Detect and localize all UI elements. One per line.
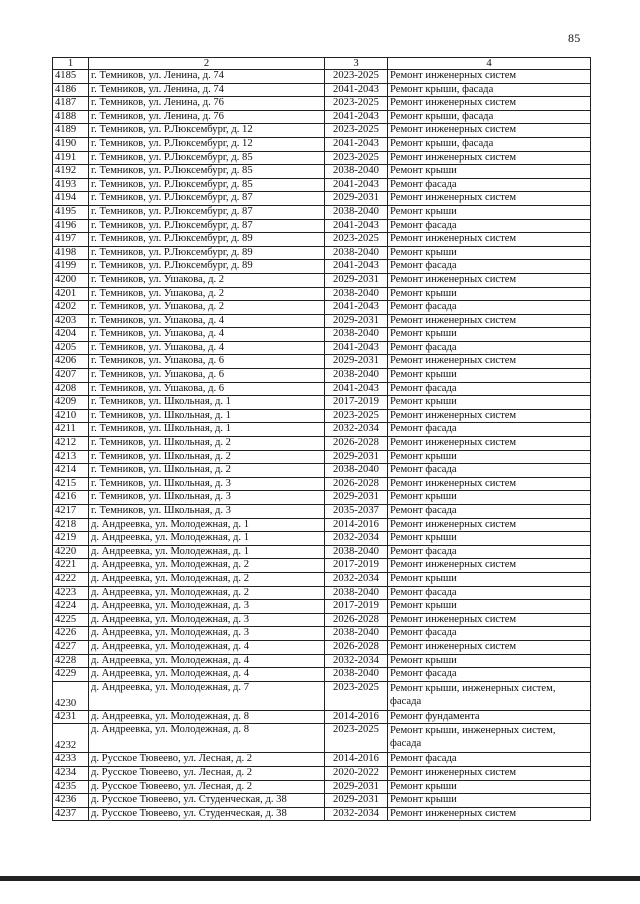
- address-cell: г. Темников, ул. Р.Люксембург, д. 12: [89, 137, 325, 151]
- row-number: 4215: [53, 477, 89, 491]
- page-bottom-border: [0, 876, 640, 881]
- work-type-cell: Ремонт инженерных систем: [388, 314, 591, 328]
- address-cell: г. Темников, ул. Ушакова, д. 6: [89, 382, 325, 396]
- address-cell: д. Андреевка, ул. Молодежная, д. 1: [89, 532, 325, 546]
- work-type-cell: Ремонт крыши: [388, 369, 591, 383]
- period-cell: 2014-2016: [325, 518, 388, 532]
- row-number: 4237: [53, 807, 89, 821]
- period-cell: 2029-2031: [325, 450, 388, 464]
- work-type-cell: Ремонт крыши: [388, 328, 591, 342]
- address-cell: г. Темников, ул. Р.Люксембург, д. 89: [89, 260, 325, 274]
- table-row: [53, 586, 591, 600]
- period-cell: 2038-2040: [325, 205, 388, 219]
- table-body: [53, 70, 591, 821]
- address-cell: д. Андреевка, ул. Молодежная, д. 4: [89, 640, 325, 654]
- row-number: 4211: [53, 423, 89, 437]
- address-cell: д. Андреевка, ул. Молодежная, д. 3: [89, 600, 325, 614]
- row-number: 4227: [53, 640, 89, 654]
- period-cell: 2029-2031: [325, 491, 388, 505]
- row-number: 4193: [53, 178, 89, 192]
- work-type-cell: Ремонт фасада: [388, 545, 591, 559]
- row-number: 4196: [53, 219, 89, 233]
- address-cell: д. Андреевка, ул. Молодежная, д. 7: [89, 681, 325, 710]
- table-row: [53, 794, 591, 808]
- row-number: 4197: [53, 233, 89, 247]
- address-cell: г. Темников, ул. Ушакова, д. 4: [89, 314, 325, 328]
- address-cell: г. Темников, ул. Р.Люксембург, д. 85: [89, 178, 325, 192]
- address-cell: д. Андреевка, ул. Молодежная, д. 2: [89, 586, 325, 600]
- period-cell: 2029-2031: [325, 273, 388, 287]
- table-row: [53, 766, 591, 780]
- period-cell: 2041-2043: [325, 260, 388, 274]
- work-type-cell: Ремонт крыши: [388, 794, 591, 808]
- period-cell: 2041-2043: [325, 382, 388, 396]
- table-row: [53, 314, 591, 328]
- period-cell: 2038-2040: [325, 165, 388, 179]
- address-cell: г. Темников, ул. Школьная, д. 2: [89, 464, 325, 478]
- row-number: 4232: [53, 724, 89, 753]
- address-cell: г. Темников, ул. Школьная, д. 1: [89, 396, 325, 410]
- table-row: [53, 600, 591, 614]
- row-number: 4224: [53, 600, 89, 614]
- period-cell: 2032-2034: [325, 807, 388, 821]
- table-row: [53, 423, 591, 437]
- address-cell: г. Темников, ул. Школьная, д. 3: [89, 477, 325, 491]
- work-type-cell: Ремонт инженерных систем: [388, 97, 591, 111]
- period-cell: 2032-2034: [325, 572, 388, 586]
- row-number: 4226: [53, 627, 89, 641]
- address-cell: д. Русское Тювеево, ул. Студенческая, д. 38: [89, 807, 325, 821]
- work-type-cell: Ремонт крыши, инженерных систем, фасада: [388, 724, 591, 753]
- row-number: 4223: [53, 586, 89, 600]
- period-cell: 2038-2040: [325, 627, 388, 641]
- work-type-cell: Ремонт инженерных систем: [388, 766, 591, 780]
- work-type-cell: Ремонт фасада: [388, 341, 591, 355]
- table-row: [53, 518, 591, 532]
- period-cell: 2038-2040: [325, 328, 388, 342]
- table-row: [53, 491, 591, 505]
- row-number: 4217: [53, 505, 89, 519]
- row-number: 4228: [53, 654, 89, 668]
- table-row: [53, 301, 591, 315]
- address-cell: г. Темников, ул. Ушакова, д. 4: [89, 328, 325, 342]
- table-row: [53, 409, 591, 423]
- table-row: [53, 137, 591, 151]
- period-cell: 2032-2034: [325, 654, 388, 668]
- period-cell: 2026-2028: [325, 613, 388, 627]
- row-number: 4210: [53, 409, 89, 423]
- period-cell: 2041-2043: [325, 83, 388, 97]
- table-row: [53, 464, 591, 478]
- address-cell: д. Андреевка, ул. Молодежная, д. 8: [89, 710, 325, 724]
- work-type-cell: Ремонт инженерных систем: [388, 477, 591, 491]
- address-cell: д. Андреевка, ул. Молодежная, д. 8: [89, 724, 325, 753]
- table-row: [53, 477, 591, 491]
- period-cell: 2038-2040: [325, 545, 388, 559]
- address-cell: г. Темников, ул. Школьная, д. 2: [89, 450, 325, 464]
- row-number: 4218: [53, 518, 89, 532]
- address-cell: г. Темников, ул. Школьная, д. 1: [89, 423, 325, 437]
- address-cell: г. Темников, ул. Школьная, д. 3: [89, 505, 325, 519]
- address-cell: д. Андреевка, ул. Молодежная, д. 2: [89, 572, 325, 586]
- work-type-cell: Ремонт инженерных систем: [388, 233, 591, 247]
- work-type-cell: Ремонт крыши: [388, 165, 591, 179]
- row-number: 4230: [53, 681, 89, 710]
- period-cell: 2023-2025: [325, 124, 388, 138]
- row-number: 4222: [53, 572, 89, 586]
- period-cell: 2041-2043: [325, 178, 388, 192]
- address-cell: г. Темников, ул. Р.Люксембург, д. 85: [89, 165, 325, 179]
- work-type-cell: Ремонт фасада: [388, 382, 591, 396]
- period-cell: 2035-2037: [325, 505, 388, 519]
- address-cell: д. Русское Тювеево, ул. Лесная, д. 2: [89, 753, 325, 767]
- work-type-cell: Ремонт фасада: [388, 260, 591, 274]
- period-cell: 2026-2028: [325, 640, 388, 654]
- row-number: 4204: [53, 328, 89, 342]
- table-row: [53, 355, 591, 369]
- address-cell: д. Андреевка, ул. Молодежная, д. 1: [89, 545, 325, 559]
- address-cell: г. Темников, ул. Р.Люксембург, д. 87: [89, 205, 325, 219]
- period-cell: 2029-2031: [325, 355, 388, 369]
- address-cell: д. Русское Тювеево, ул. Студенческая, д. 38: [89, 794, 325, 808]
- row-number: 4207: [53, 369, 89, 383]
- table-row: [53, 724, 591, 753]
- address-cell: д. Андреевка, ул. Молодежная, д. 3: [89, 613, 325, 627]
- address-cell: г. Темников, ул. Р.Люксембург, д. 89: [89, 233, 325, 247]
- work-type-cell: Ремонт крыши: [388, 246, 591, 260]
- period-cell: 2041-2043: [325, 219, 388, 233]
- address-cell: г. Темников, ул. Ушакова, д. 2: [89, 273, 325, 287]
- row-number: 4209: [53, 396, 89, 410]
- work-type-cell: Ремонт крыши, инженерных систем, фасада: [388, 681, 591, 710]
- period-cell: 2038-2040: [325, 668, 388, 682]
- period-cell: 2014-2016: [325, 710, 388, 724]
- work-type-cell: Ремонт фасада: [388, 627, 591, 641]
- work-type-cell: Ремонт крыши: [388, 450, 591, 464]
- work-type-cell: Ремонт крыши, фасада: [388, 83, 591, 97]
- work-type-cell: Ремонт крыши, фасада: [388, 137, 591, 151]
- address-cell: г. Темников, ул. Р.Люксембург, д. 89: [89, 246, 325, 260]
- address-cell: д. Русское Тювеево, ул. Лесная, д. 2: [89, 766, 325, 780]
- table-row: [53, 505, 591, 519]
- period-cell: 2023-2025: [325, 409, 388, 423]
- address-cell: д. Андреевка, ул. Молодежная, д. 2: [89, 559, 325, 573]
- address-cell: г. Темников, ул. Школьная, д. 2: [89, 437, 325, 451]
- table-header-row: [53, 58, 591, 70]
- period-cell: 2032-2034: [325, 423, 388, 437]
- table-row: [53, 287, 591, 301]
- period-cell: 2041-2043: [325, 137, 388, 151]
- address-cell: г. Темников, ул. Р.Люксембург, д. 85: [89, 151, 325, 165]
- period-cell: 2017-2019: [325, 559, 388, 573]
- address-cell: г. Темников, ул. Ленина, д. 74: [89, 83, 325, 97]
- header-col-4: 4: [388, 58, 591, 70]
- work-type-cell: Ремонт фасада: [388, 423, 591, 437]
- header-col-1: 1: [53, 58, 89, 70]
- table-row: [53, 205, 591, 219]
- address-cell: г. Темников, ул. Школьная, д. 3: [89, 491, 325, 505]
- row-number: 4202: [53, 301, 89, 315]
- row-number: 4199: [53, 260, 89, 274]
- work-type-cell: Ремонт фасада: [388, 178, 591, 192]
- row-number: 4185: [53, 70, 89, 84]
- table-row: [53, 83, 591, 97]
- period-cell: 2017-2019: [325, 600, 388, 614]
- address-cell: г. Темников, ул. Ленина, д. 74: [89, 70, 325, 84]
- table-row: [53, 219, 591, 233]
- table-row: [53, 110, 591, 124]
- work-type-cell: Ремонт инженерных систем: [388, 409, 591, 423]
- period-cell: 2038-2040: [325, 464, 388, 478]
- row-number: 4220: [53, 545, 89, 559]
- row-number: 4229: [53, 668, 89, 682]
- table-row: [53, 341, 591, 355]
- work-type-cell: Ремонт инженерных систем: [388, 273, 591, 287]
- row-number: 4201: [53, 287, 89, 301]
- table-row: [53, 753, 591, 767]
- work-type-cell: Ремонт фасада: [388, 586, 591, 600]
- period-cell: 2020-2022: [325, 766, 388, 780]
- work-type-cell: Ремонт инженерных систем: [388, 807, 591, 821]
- table-row: [53, 627, 591, 641]
- period-cell: 2026-2028: [325, 437, 388, 451]
- work-type-cell: Ремонт инженерных систем: [388, 70, 591, 84]
- work-type-cell: Ремонт фасада: [388, 505, 591, 519]
- period-cell: 2038-2040: [325, 369, 388, 383]
- row-number: 4214: [53, 464, 89, 478]
- address-cell: г. Темников, ул. Р.Люксембург, д. 87: [89, 192, 325, 206]
- address-cell: г. Темников, ул. Ленина, д. 76: [89, 97, 325, 111]
- work-type-cell: Ремонт крыши: [388, 287, 591, 301]
- period-cell: 2041-2043: [325, 301, 388, 315]
- work-type-cell: Ремонт инженерных систем: [388, 613, 591, 627]
- table-row: [53, 97, 591, 111]
- table-row: [53, 233, 591, 247]
- work-type-cell: Ремонт инженерных систем: [388, 355, 591, 369]
- period-cell: 2023-2025: [325, 233, 388, 247]
- work-type-cell: Ремонт фасада: [388, 668, 591, 682]
- table-row: [53, 780, 591, 794]
- period-cell: 2023-2025: [325, 724, 388, 753]
- table-row: [53, 396, 591, 410]
- row-number: 4206: [53, 355, 89, 369]
- table-row: [53, 165, 591, 179]
- period-cell: 2038-2040: [325, 246, 388, 260]
- table-row: [53, 369, 591, 383]
- table-row: [53, 545, 591, 559]
- work-type-cell: Ремонт инженерных систем: [388, 124, 591, 138]
- row-number: 4194: [53, 192, 89, 206]
- address-cell: г. Темников, ул. Ушакова, д. 4: [89, 341, 325, 355]
- table-row: [53, 124, 591, 138]
- page-number: 85: [568, 31, 581, 45]
- address-cell: г. Темников, ул. Ушакова, д. 2: [89, 287, 325, 301]
- row-number: 4187: [53, 97, 89, 111]
- table-row: [53, 668, 591, 682]
- work-type-cell: Ремонт крыши: [388, 491, 591, 505]
- row-number: 4186: [53, 83, 89, 97]
- header-col-2: 2: [89, 58, 325, 70]
- work-type-cell: Ремонт крыши: [388, 532, 591, 546]
- work-type-cell: Ремонт крыши: [388, 572, 591, 586]
- work-type-cell: Ремонт фасада: [388, 301, 591, 315]
- row-number: 4195: [53, 205, 89, 219]
- period-cell: 2026-2028: [325, 477, 388, 491]
- period-cell: 2038-2040: [325, 287, 388, 301]
- row-number: 4191: [53, 151, 89, 165]
- work-type-cell: Ремонт крыши: [388, 600, 591, 614]
- table-row: [53, 807, 591, 821]
- period-cell: 2014-2016: [325, 753, 388, 767]
- row-number: 4234: [53, 766, 89, 780]
- period-cell: 2023-2025: [325, 70, 388, 84]
- table-row: [53, 640, 591, 654]
- row-number: 4236: [53, 794, 89, 808]
- table-row: [53, 328, 591, 342]
- table-row: [53, 654, 591, 668]
- period-cell: 2029-2031: [325, 794, 388, 808]
- work-type-cell: Ремонт инженерных систем: [388, 151, 591, 165]
- table-row: [53, 192, 591, 206]
- work-type-cell: Ремонт инженерных систем: [388, 518, 591, 532]
- period-cell: 2029-2031: [325, 192, 388, 206]
- address-cell: г. Темников, ул. Ушакова, д. 6: [89, 369, 325, 383]
- address-cell: д. Андреевка, ул. Молодежная, д. 1: [89, 518, 325, 532]
- period-cell: 2023-2025: [325, 151, 388, 165]
- table-row: [53, 437, 591, 451]
- work-type-cell: Ремонт фасада: [388, 219, 591, 233]
- period-cell: 2038-2040: [325, 586, 388, 600]
- table-row: [53, 450, 591, 464]
- work-type-cell: Ремонт фасада: [388, 753, 591, 767]
- work-type-cell: Ремонт крыши, фасада: [388, 110, 591, 124]
- period-cell: 2041-2043: [325, 110, 388, 124]
- address-cell: д. Андреевка, ул. Молодежная, д. 4: [89, 654, 325, 668]
- work-type-cell: Ремонт крыши: [388, 205, 591, 219]
- row-number: 4200: [53, 273, 89, 287]
- table-row: [53, 681, 591, 710]
- row-number: 4190: [53, 137, 89, 151]
- row-number: 4208: [53, 382, 89, 396]
- work-type-cell: Ремонт крыши: [388, 780, 591, 794]
- table-row: [53, 151, 591, 165]
- address-cell: д. Андреевка, ул. Молодежная, д. 3: [89, 627, 325, 641]
- work-type-cell: Ремонт инженерных систем: [388, 559, 591, 573]
- work-type-cell: Ремонт фундамента: [388, 710, 591, 724]
- row-number: 4213: [53, 450, 89, 464]
- address-cell: д. Андреевка, ул. Молодежная, д. 4: [89, 668, 325, 682]
- row-number: 4221: [53, 559, 89, 573]
- row-number: 4219: [53, 532, 89, 546]
- period-cell: 2032-2034: [325, 532, 388, 546]
- repair-schedule-table: [52, 57, 591, 821]
- row-number: 4205: [53, 341, 89, 355]
- table-row: [53, 572, 591, 586]
- work-type-cell: Ремонт фасада: [388, 464, 591, 478]
- table-row: [53, 559, 591, 573]
- period-cell: 2029-2031: [325, 314, 388, 328]
- period-cell: 2023-2025: [325, 681, 388, 710]
- table-row: [53, 273, 591, 287]
- table-row: [53, 70, 591, 84]
- table-row: [53, 532, 591, 546]
- table-row: [53, 246, 591, 260]
- table-row: [53, 260, 591, 274]
- work-type-cell: Ремонт инженерных систем: [388, 192, 591, 206]
- row-number: 4235: [53, 780, 89, 794]
- address-cell: г. Темников, ул. Ушакова, д. 2: [89, 301, 325, 315]
- work-type-cell: Ремонт крыши: [388, 396, 591, 410]
- period-cell: 2041-2043: [325, 341, 388, 355]
- row-number: 4225: [53, 613, 89, 627]
- header-col-3: 3: [325, 58, 388, 70]
- address-cell: д. Русское Тювеево, ул. Лесная, д. 2: [89, 780, 325, 794]
- work-type-cell: Ремонт инженерных систем: [388, 640, 591, 654]
- period-cell: 2029-2031: [325, 780, 388, 794]
- table-row: [53, 382, 591, 396]
- table-row: [53, 178, 591, 192]
- address-cell: г. Темников, ул. Р.Люксембург, д. 12: [89, 124, 325, 138]
- address-cell: г. Темников, ул. Ленина, д. 76: [89, 110, 325, 124]
- address-cell: г. Темников, ул. Школьная, д. 1: [89, 409, 325, 423]
- row-number: 4198: [53, 246, 89, 260]
- table-row: [53, 710, 591, 724]
- row-number: 4216: [53, 491, 89, 505]
- work-type-cell: Ремонт инженерных систем: [388, 437, 591, 451]
- row-number: 4189: [53, 124, 89, 138]
- row-number: 4212: [53, 437, 89, 451]
- row-number: 4233: [53, 753, 89, 767]
- row-number: 4188: [53, 110, 89, 124]
- period-cell: 2023-2025: [325, 97, 388, 111]
- row-number: 4203: [53, 314, 89, 328]
- address-cell: г. Темников, ул. Ушакова, д. 6: [89, 355, 325, 369]
- row-number: 4231: [53, 710, 89, 724]
- work-type-cell: Ремонт крыши: [388, 654, 591, 668]
- period-cell: 2017-2019: [325, 396, 388, 410]
- table-row: [53, 613, 591, 627]
- address-cell: г. Темников, ул. Р.Люксембург, д. 87: [89, 219, 325, 233]
- row-number: 4192: [53, 165, 89, 179]
